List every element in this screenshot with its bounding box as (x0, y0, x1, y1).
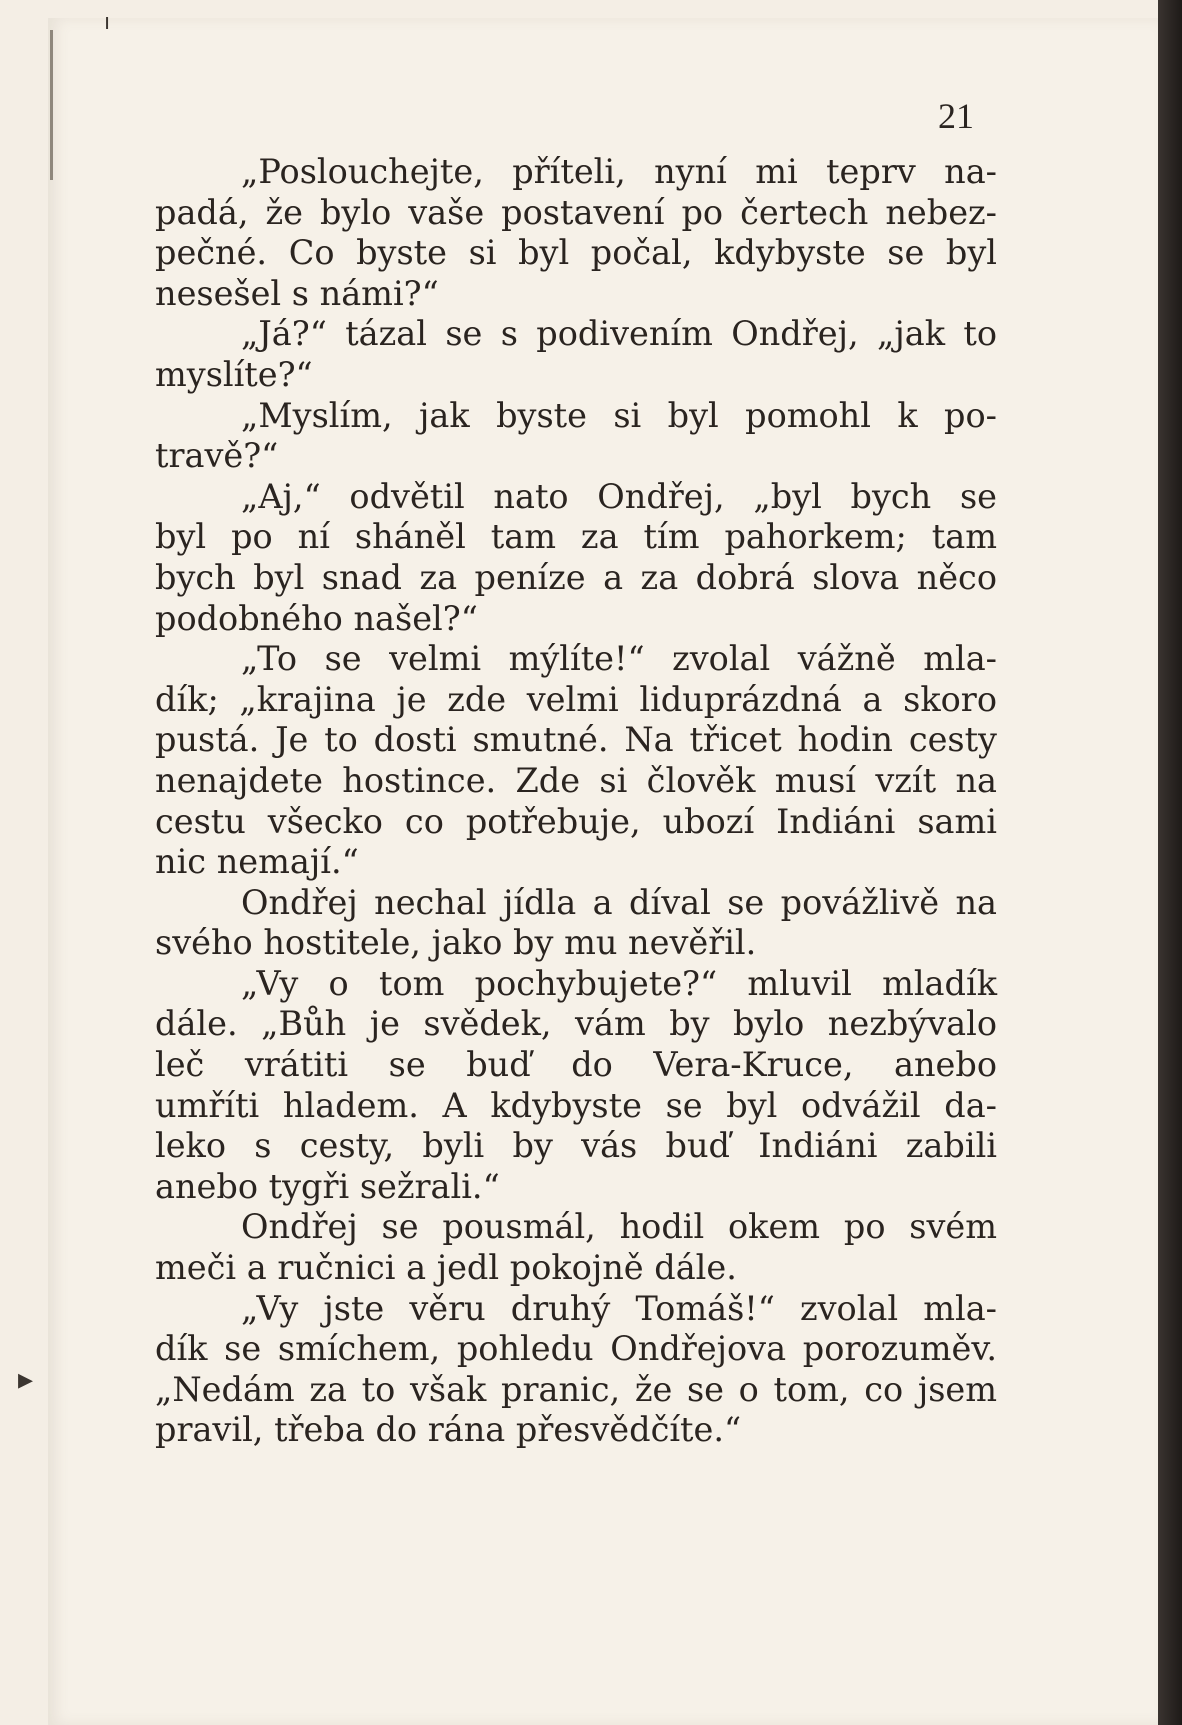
text-line: travě?“ (155, 436, 279, 476)
page-number: 21 (938, 96, 974, 136)
text-line: dík se smíchem, pohledu Ondřejova porozuměv. (155, 1329, 997, 1369)
text-line: „Vy jste věru druhý Tomáš!“ zvolal mla- (241, 1288, 997, 1328)
text-line: byl po ní sháněl tam za tím pahorkem; tam (155, 517, 997, 557)
text-line: leč vrátiti se buď do Vera-Kruce, anebo (155, 1045, 997, 1085)
text-line: meči a ručnici a jedl pokojně dále. (155, 1248, 737, 1288)
text-line: podobného našel?“ (155, 598, 478, 638)
text-line: „Myslím, jak byste si byl pomohl k po- (241, 395, 997, 435)
text-line: „Vy o tom pochybujete?“ mluvil mladík (241, 963, 997, 1003)
page-text (155, 152, 997, 1451)
text-line: cestu všecko co potřebuje, ubozí Indiáni sami (155, 801, 997, 841)
margin-tick-mark: ı (104, 10, 111, 35)
text-line: dík; „krajina je zde velmi liduprázdná a skoro (155, 679, 997, 719)
text-line: leko s cesty, byli by vás buď Indiáni zabili (155, 1126, 997, 1166)
text-line: anebo tygři sežrali.“ (155, 1166, 500, 1206)
text-line: myslíte?“ (155, 354, 313, 394)
text-line: nesešel s námi?“ (155, 273, 439, 313)
text-line: nenajdete hostince. Zde si člověk musí vzít na (155, 760, 997, 800)
text-line: padá, že bylo vaše postavení po čertech nebez- (155, 192, 997, 232)
text-line: bych byl snad za peníze a za dobrá slova něco (155, 557, 997, 597)
text-line: pečné. Co byste si byl počal, kdybyste se byl (155, 233, 997, 273)
text-line: Ondřej se pousmál, hodil okem po svém (241, 1207, 997, 1247)
page-edge-shadow (1158, 0, 1182, 1725)
margin-arrow-mark: ▸ (18, 1362, 34, 1397)
text-line: dále. „Bůh je svědek, vám by bylo nezbývalo (155, 1004, 997, 1044)
text-line: „Nedám za to však pranic, že se o tom, co jsem (155, 1369, 997, 1409)
text-line: pravil, třeba do rána přesvědčíte.“ (155, 1410, 742, 1450)
text-line: „To se velmi mýlíte!“ zvolal vážně mla- (241, 639, 997, 679)
text-line: svého hostitele, jako by mu nevěřil. (155, 923, 757, 963)
text-line: „Poslouchejte, příteli, nyní mi teprv na- (241, 152, 997, 191)
text-line: nic nemají.“ (155, 842, 359, 882)
text-line: pustá. Je to dosti smutné. Na třicet hodin cesty (155, 720, 997, 760)
binding-shadow (50, 30, 53, 180)
text-line: „Aj,“ odvětil nato Ondřej, „byl bych se (241, 476, 997, 516)
text-line: umříti hladem. A kdybyste se byl odvážil da- (155, 1085, 997, 1125)
text-line: Ondřej nechal jídla a díval se povážlivě na (241, 882, 997, 922)
text-line: „Já?“ tázal se s podivením Ondřej, „jak to (241, 314, 997, 354)
